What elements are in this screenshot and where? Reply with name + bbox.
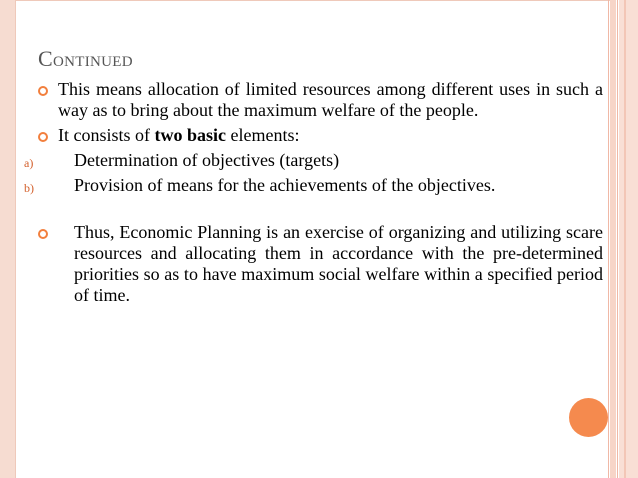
top-frame-line — [15, 0, 611, 1]
sub-item-text: Provision of means for the achievements of the objectives. — [74, 175, 496, 195]
sub-item — [24, 150, 603, 171]
ring-bullet-icon — [38, 229, 48, 239]
bullet-text-post: elements: — [226, 125, 300, 145]
bullet-text-pre: It consists of — [58, 125, 155, 145]
ring-bullet-icon — [38, 132, 48, 142]
left-frame-line — [15, 0, 16, 478]
bullet-item — [38, 79, 603, 121]
bullet-text — [58, 125, 603, 146]
right-stripe — [624, 0, 626, 478]
right-stripe — [619, 0, 638, 478]
bullet-item — [38, 222, 603, 306]
bullet-item — [38, 125, 603, 146]
sub-item-text: Determination of objectives (targets) — [74, 150, 340, 170]
left-frame-border — [0, 0, 15, 478]
bullet-text: This means allocation of limited resources among different uses in such a way as to bring about the maximum welfare of the people. — [58, 79, 603, 120]
sub-item-marker: a) — [24, 156, 34, 170]
bullet-text: Thus, Economic Planning is an exercise of organizing and utilizing scare resources and allocating them in accordance with the pre-determined priorities so as to have maximum social welfare within a specified period of time. — [74, 222, 603, 305]
sub-item-marker: b) — [24, 181, 34, 195]
slide-body — [24, 79, 603, 310]
sub-item — [24, 175, 603, 196]
right-stripe — [608, 0, 609, 478]
right-stripe — [617, 0, 618, 478]
orange-circle-icon — [569, 398, 608, 437]
bullet-text-bold: two basic — [154, 125, 226, 145]
slide-title: Continued — [38, 46, 133, 71]
ring-bullet-icon — [38, 86, 48, 96]
right-stripe — [610, 0, 616, 478]
